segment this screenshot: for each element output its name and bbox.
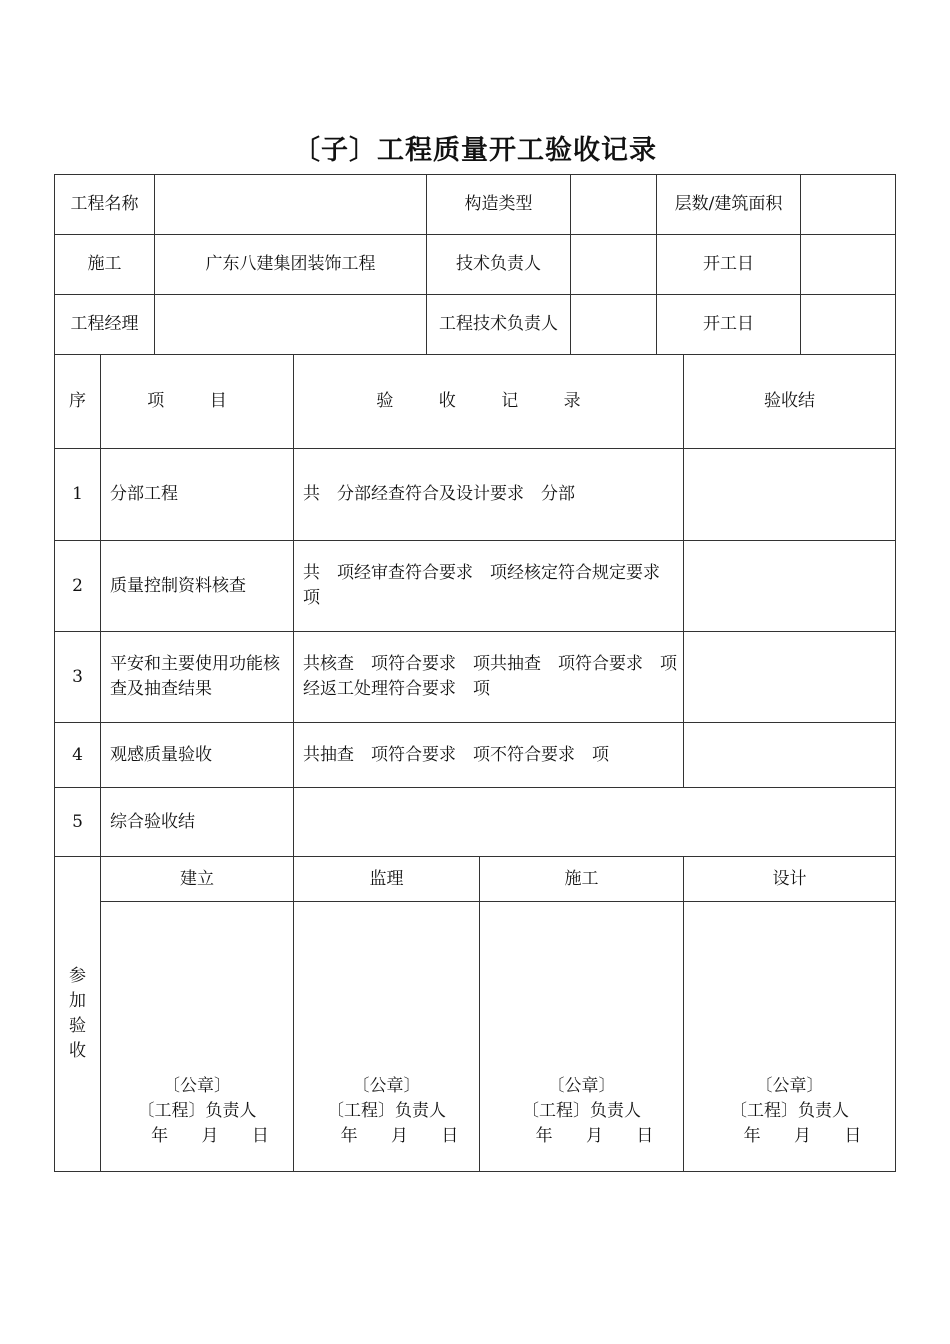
signature-contractor[interactable] [479, 901, 684, 1172]
responsible-person: 〔工程〕负责人 [730, 1101, 849, 1121]
structure-type-label: 构造类型 [426, 174, 571, 235]
row-record: 共抽查 项符合要求 项不符合要求 项 [293, 722, 684, 788]
responsible-person: 〔工程〕负责人 [522, 1101, 641, 1121]
tech-lead-value[interactable] [570, 234, 657, 295]
row-number: 3 [54, 631, 101, 723]
responsible-person: 〔工程〕负责人 [327, 1101, 446, 1121]
item-header: 项 目 [100, 354, 294, 449]
project-name-value[interactable] [154, 174, 427, 235]
floors-area-value[interactable] [800, 174, 896, 235]
row-item: 观感质量验收 [100, 722, 294, 788]
project-manager-value[interactable] [154, 294, 427, 355]
row-item: 综合验收结 [100, 787, 294, 857]
unit-name-supervisor: 监理 [293, 856, 480, 902]
project-manager-label: 工程经理 [54, 294, 155, 355]
row-number: 5 [54, 787, 101, 857]
project-tech-lead-value[interactable] [570, 294, 657, 355]
participants-label: 参加验收 [69, 966, 86, 1061]
signature-date: 年 月 日 [743, 1126, 876, 1146]
signature-date: 年 月 日 [535, 1126, 668, 1146]
seal-text: 〔公章〕 [163, 1076, 231, 1096]
project-name-label: 工程名称 [54, 174, 155, 235]
unit-name-contractor: 施工 [479, 856, 684, 902]
seal-text: 〔公章〕 [547, 1076, 616, 1096]
row-record: 共核查 项符合要求 项共抽查 项符合要求 项经返工处理符合要求 项 [293, 631, 684, 723]
construction-label: 施工 [54, 234, 155, 295]
row-result[interactable] [683, 631, 896, 723]
start-date-label: 开工日 [656, 234, 801, 295]
signature-date: 年 月 日 [151, 1126, 283, 1146]
participants-label-cell [54, 856, 101, 1172]
row-item: 平安和主要使用功能核查及抽查结果 [100, 631, 294, 723]
unit-name-owner: 建立 [100, 856, 294, 902]
construction-value: 广东八建集团装饰工程 [154, 234, 427, 295]
responsible-person: 〔工程〕负责人 [137, 1101, 257, 1121]
row-item: 质量控制资料核查 [100, 540, 294, 632]
tech-lead-label: 技术负责人 [426, 234, 571, 295]
row-number: 2 [54, 540, 101, 632]
page-title: 〔子〕工程质量开工验收记录 [293, 135, 657, 166]
structure-type-value[interactable] [570, 174, 657, 235]
signature-supervisor[interactable] [293, 901, 480, 1172]
signature-designer[interactable] [683, 901, 896, 1172]
record-header: 验 收 记 录 [293, 354, 684, 449]
row-result[interactable] [683, 540, 896, 632]
start-date-value-2[interactable] [800, 294, 896, 355]
signature-owner[interactable] [100, 901, 294, 1172]
seal-text: 〔公章〕 [755, 1076, 824, 1096]
row-result[interactable] [683, 722, 896, 788]
floors-area-label: 层数/建筑面积 [656, 174, 801, 235]
start-date-label-2: 开工日 [656, 294, 801, 355]
signature-date: 年 月 日 [340, 1126, 473, 1146]
project-tech-lead-label: 工程技术负责人 [426, 294, 571, 355]
start-date-value[interactable] [800, 234, 896, 295]
row-record: 共 项经审查符合要求 项经核定符合规定要求 项 [293, 540, 684, 632]
row-result[interactable] [683, 448, 896, 541]
result-header: 验收结 [683, 354, 896, 449]
row-number: 4 [54, 722, 101, 788]
seal-text: 〔公章〕 [352, 1076, 421, 1096]
unit-name-designer: 设计 [683, 856, 896, 902]
seq-header: 序 [54, 354, 101, 449]
row-record: 共 分部经查符合及设计要求 分部 [293, 448, 684, 541]
row-item: 分部工程 [100, 448, 294, 541]
overall-result-value[interactable] [293, 787, 896, 857]
row-number: 1 [54, 448, 101, 541]
